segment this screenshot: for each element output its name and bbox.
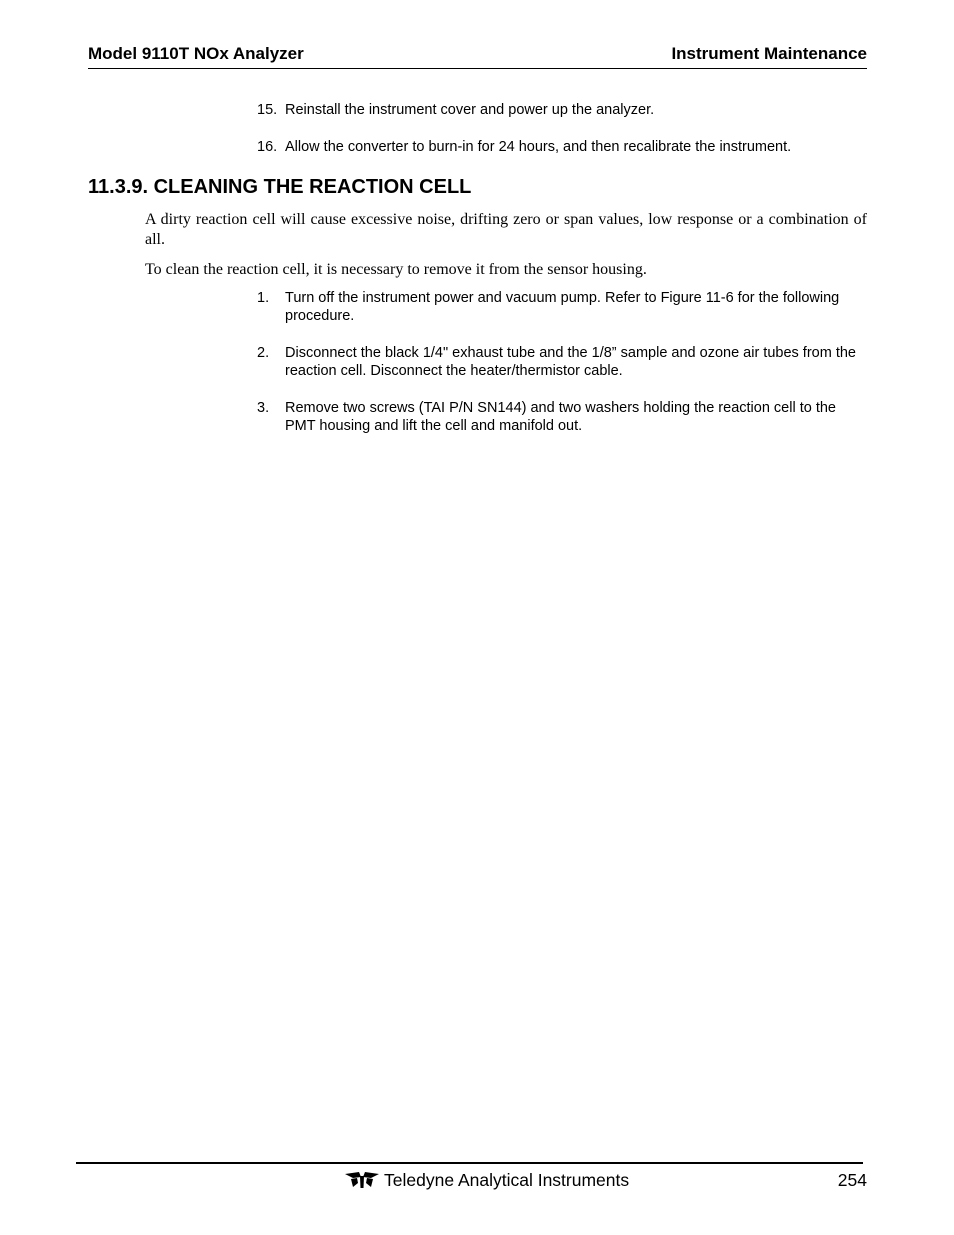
- page-footer: [344, 1168, 867, 1192]
- step-number: 1.: [257, 290, 270, 306]
- previous-steps-list: [257, 101, 857, 156]
- footer-divider: [76, 1162, 863, 1164]
- page-header: [88, 44, 867, 69]
- step-text: Remove two screws (TAI P/N SN144) and two washers holding the reaction cell to the PMT housing and lift the cell and manifold out.: [285, 400, 836, 434]
- paragraph: To clean the reaction cell, it is necessary to remove it from the sensor housing.: [145, 261, 647, 278]
- header-chapter-title: Instrument Maintenance: [671, 44, 867, 63]
- step-number: 16.: [257, 139, 278, 155]
- list-item: [257, 101, 857, 119]
- step-text: Turn off the instrument power and vacuum pump. Refer to Figure 11-6 for the following procedure.: [285, 290, 840, 324]
- step-number: 2.: [257, 345, 270, 361]
- footer-company-name: Teledyne Analytical Instruments: [384, 1170, 630, 1190]
- step-number: 15.: [257, 102, 278, 118]
- header-model-title: Model 9110T NOx Analyzer: [88, 44, 304, 63]
- teledyne-logo-icon: [344, 1171, 380, 1189]
- list-item: [257, 138, 857, 156]
- procedure-steps-list: [257, 289, 857, 435]
- paragraph: A dirty reaction cell will cause excessive noise, drifting zero or span values, low response or a combination of all.: [145, 211, 867, 248]
- step-text: Reinstall the instrument cover and power up the analyzer.: [285, 102, 655, 118]
- step-text: Disconnect the black 1/4" exhaust tube and the 1/8” sample and ozone air tubes from the reaction cell. Disconnect the heater/thermistor cable.: [285, 345, 856, 379]
- list-item: [257, 289, 857, 325]
- step-number: 3.: [257, 400, 270, 416]
- section-heading: 11.3.9. CLEANING THE REACTION CELL: [88, 176, 472, 198]
- list-item: [257, 399, 857, 435]
- step-text: Allow the converter to burn-in for 24 hours, and then recalibrate the instrument.: [285, 139, 792, 155]
- list-item: [257, 344, 857, 380]
- page-number: 254: [837, 1170, 867, 1190]
